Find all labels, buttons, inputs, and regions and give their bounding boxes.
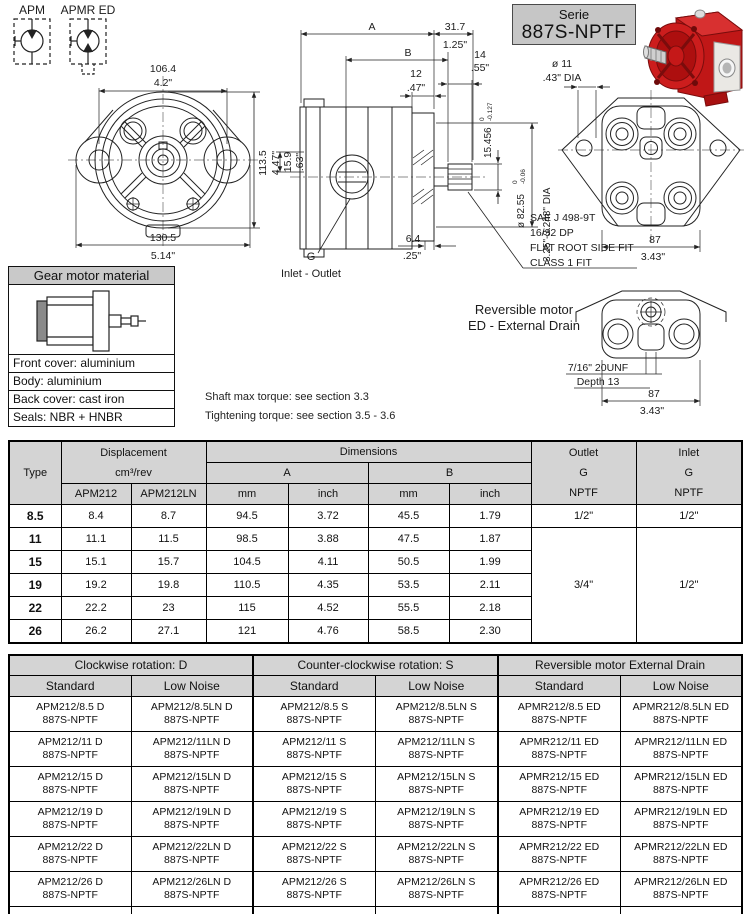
dim-159-mm: 15.9 <box>282 151 294 173</box>
sae-line2: 16/32 DP <box>530 227 574 239</box>
series-suffix: 887S-NPTF <box>286 783 342 796</box>
type-cell: 19 <box>9 574 61 597</box>
inlet-line1: Inlet <box>678 447 700 459</box>
series-suffix: 887S-NPTF <box>408 888 464 901</box>
material-back-cover: Back cover: cast iron <box>9 391 174 409</box>
series-suffix: 887S-NPTF <box>531 888 587 901</box>
inlet-line2: G <box>684 467 694 479</box>
part-cell <box>131 696 253 731</box>
empty-cell <box>620 906 742 914</box>
dim-cell: 8.7 <box>131 505 206 528</box>
series-suffix: 887S-NPTF <box>42 748 98 761</box>
part-number: APM212/11LN D <box>152 735 231 748</box>
sub-header-low-noise: Low Noise <box>375 675 498 696</box>
type-cell: 8.5 <box>9 505 61 528</box>
part-number: APMR212/19 ED <box>519 805 600 818</box>
empty-cell <box>9 906 131 914</box>
outlet-line2: G <box>579 467 588 479</box>
group-clockwise: Clockwise rotation: D <box>9 655 253 675</box>
part-number: APMR212/22 ED <box>519 840 600 853</box>
inlet-outlet-label: Inlet - Outlet <box>281 268 341 280</box>
type-cell: 26 <box>9 620 61 643</box>
apmr-label: APMR ED <box>60 3 116 17</box>
part-number: APM212/15LN S <box>397 770 476 783</box>
series-suffix: 887S-NPTF <box>408 818 464 831</box>
col-header-b-inch: inch <box>449 484 531 505</box>
part-number: APMR212/8.5 ED <box>517 700 601 713</box>
displacement-line2: cm³/rev <box>115 466 152 479</box>
series-suffix: 887S-NPTF <box>42 818 98 831</box>
series-suffix: 887S-NPTF <box>531 783 587 796</box>
part-cell <box>620 801 742 836</box>
part-number: APM212/8.5 S <box>280 700 349 713</box>
part-number: APM212/26 D <box>37 875 103 888</box>
order-row-8.5 <box>9 696 742 731</box>
empty-cell <box>375 906 498 914</box>
part-cell <box>375 696 498 731</box>
side-view-drawing <box>276 30 637 268</box>
series-suffix: 887S-NPTF <box>286 888 342 901</box>
part-number: APM212/26 S <box>281 875 347 888</box>
front-view-drawing <box>68 76 260 248</box>
part-number: APMR212/11 ED <box>519 735 599 748</box>
part-cell <box>620 766 742 801</box>
part-number: APM212/11LN S <box>397 735 475 748</box>
empty-cell <box>498 906 620 914</box>
part-cell <box>253 766 375 801</box>
type-cell: 11 <box>9 528 61 551</box>
col-header-a-mm: mm <box>206 484 288 505</box>
part-number: APM212/19LN S <box>397 805 476 818</box>
part-cell <box>131 836 253 871</box>
series-suffix: 887S-NPTF <box>653 783 709 796</box>
torque-notes <box>205 388 395 426</box>
series-value: 887S-NPTF <box>521 22 627 43</box>
dim-cell: 45.5 <box>368 505 449 528</box>
part-cell <box>498 836 620 871</box>
part-number: APM212/19 S <box>281 805 347 818</box>
part-cell <box>498 731 620 766</box>
series-suffix: 887S-NPTF <box>653 853 709 866</box>
part-number: APM212/8.5 D <box>36 700 105 713</box>
note-tightening-torque: Tightening torque: see section 3.5 - 3.6 <box>205 410 396 422</box>
series-suffix: 887S-NPTF <box>531 713 587 726</box>
displacement-line1: Displacement <box>100 446 167 459</box>
dim-row-8.5 <box>9 505 742 528</box>
dim-cell: 3.88 <box>288 528 368 551</box>
dim-12-in: .47" <box>406 82 426 94</box>
dim-totalwidth-mm: 130.5 <box>149 232 177 244</box>
sub-header-low-noise: Low Noise <box>131 675 253 696</box>
front-view-dims <box>150 63 282 262</box>
part-number: APM212/11 S <box>282 735 347 748</box>
part-cell <box>131 731 253 766</box>
dim-cell: 4.35 <box>288 574 368 597</box>
part-cell <box>131 871 253 906</box>
dim-height-in: 4.47" <box>270 150 282 176</box>
col-header-type: Type <box>9 441 61 505</box>
dim-hole-in: .43" DIA <box>542 72 582 84</box>
dim-pilot-in: 3.25"-3.248" DIA <box>542 187 553 262</box>
part-number: APM212/22 S <box>281 840 347 853</box>
dim-cell: 55.5 <box>368 597 449 620</box>
type-cell: 15 <box>9 551 61 574</box>
part-cell <box>375 836 498 871</box>
series-suffix: 887S-NPTF <box>42 713 98 726</box>
part-number: APMR212/26LN ED <box>634 875 728 888</box>
material-body: Body: aluminium <box>9 373 174 391</box>
reversible-labels <box>468 302 664 417</box>
dim-pilot-group <box>512 169 527 228</box>
part-cell <box>620 731 742 766</box>
sae-line4: CLASS 1 FIT <box>530 257 592 269</box>
dim-hole-mm: ø 11 <box>551 58 573 70</box>
dim-spline-mm: 15.456 <box>483 127 494 158</box>
group-reversible: Reversible motor External Drain <box>498 655 742 675</box>
order-row-19 <box>9 801 742 836</box>
dim-cell: 2.30 <box>449 620 531 643</box>
rev-pitch-in: 3.43" <box>639 405 665 417</box>
dim-b-label: B <box>404 47 412 59</box>
dim-cell: 23 <box>131 597 206 620</box>
dim-cell: 8.4 <box>61 505 131 528</box>
dim-cell: 47.5 <box>368 528 449 551</box>
dim-cell: 115 <box>206 597 288 620</box>
series-suffix: 887S-NPTF <box>408 853 464 866</box>
motor-silhouette-icon <box>9 285 174 355</box>
dim-spline-group <box>479 102 494 158</box>
sub-header-standard: Standard <box>253 675 375 696</box>
material-front-cover: Front cover: aluminium <box>9 355 174 373</box>
dim-pilot-tol-hi: 0 <box>512 180 519 184</box>
order-row-partial <box>9 906 742 914</box>
part-number: APM212/26LN D <box>152 875 232 888</box>
dim-cell: 15.1 <box>61 551 131 574</box>
part-number: APM212/8.5LN D <box>150 700 233 713</box>
series-suffix: 887S-NPTF <box>531 748 587 761</box>
part-number: APMR212/15LN ED <box>634 770 728 783</box>
part-cell <box>9 801 131 836</box>
dim-cell: 27.1 <box>131 620 206 643</box>
dim-cell: 2.18 <box>449 597 531 620</box>
series-suffix: 887S-NPTF <box>42 888 98 901</box>
ordering-table <box>8 654 743 914</box>
note-shaft-torque: Shaft max torque: see section 3.3 <box>205 391 369 403</box>
series-suffix: 887S-NPTF <box>286 748 342 761</box>
series-suffix: 887S-NPTF <box>286 853 342 866</box>
part-cell <box>253 836 375 871</box>
col-header-apm212ln: APM212LN <box>131 484 206 505</box>
order-row-26 <box>9 871 742 906</box>
inlet-size-cell: 1/2" <box>636 505 742 528</box>
dim-cell: 3.72 <box>288 505 368 528</box>
part-cell <box>9 871 131 906</box>
series-label: Serie <box>558 7 590 22</box>
sae-line1: SAE J 498-9T <box>530 212 596 224</box>
series-suffix: 887S-NPTF <box>164 748 220 761</box>
dim-spline-tol-hi: 0 <box>479 117 486 121</box>
series-suffix: 887S-NPTF <box>164 713 220 726</box>
outlet-size-cell: 3/4" <box>531 528 636 643</box>
part-number: APM212/19LN D <box>152 805 232 818</box>
reversible-title-1: Reversible motor <box>474 302 574 317</box>
drain-thread-label: 7/16" 20UNF <box>567 362 629 374</box>
part-number: APM212/15LN D <box>152 770 232 783</box>
series-suffix: 887S-NPTF <box>408 783 464 796</box>
part-number: APM212/15 S <box>281 770 347 783</box>
dim-64-in: .25" <box>402 250 422 262</box>
series-suffix: 887S-NPTF <box>653 748 709 761</box>
part-cell <box>498 696 620 731</box>
part-number: APM212/22LN D <box>152 840 232 853</box>
dim-cell: 19.2 <box>61 574 131 597</box>
series-suffix: 887S-NPTF <box>42 853 98 866</box>
outlet-line3: NPTF <box>569 487 598 499</box>
dimensions-table <box>8 440 743 644</box>
part-cell <box>9 766 131 801</box>
outlet-line1: Outlet <box>568 447 599 459</box>
dim-pilot-tol-lo: -0.06 <box>520 169 527 184</box>
rear-view-drawing <box>558 87 744 252</box>
col-header-apm212: APM212 <box>61 484 131 505</box>
dim-14-in: .55" <box>470 62 490 74</box>
empty-cell <box>253 906 375 914</box>
series-suffix: 887S-NPTF <box>164 853 220 866</box>
group-counter-clockwise: Counter-clockwise rotation: S <box>253 655 498 675</box>
part-cell <box>620 871 742 906</box>
dim-cell: 19.8 <box>131 574 206 597</box>
sub-header-standard: Standard <box>498 675 620 696</box>
material-seals: Seals: NBR + HNBR <box>13 410 123 424</box>
dim-14-mm: 14 <box>474 49 486 61</box>
reversible-title-2: ED - External Drain <box>468 318 580 333</box>
part-cell <box>253 696 375 731</box>
inlet-size-cell: 1/2" <box>636 528 742 643</box>
dim-width-mm: 106.4 <box>149 63 177 75</box>
order-row-11 <box>9 731 742 766</box>
dim-width-in: 4.2" <box>153 77 173 89</box>
apmr-ed-symbol-icon <box>70 19 106 74</box>
part-cell <box>375 766 498 801</box>
dim-12-mm: 12 <box>410 68 422 80</box>
port-g-label: G <box>306 251 316 263</box>
dim-cell: 110.5 <box>206 574 288 597</box>
drain-depth-label: Depth 13 <box>576 376 620 388</box>
series-suffix: 887S-NPTF <box>408 748 464 761</box>
dim-cell: 98.5 <box>206 528 288 551</box>
col-header-outlet <box>531 441 636 505</box>
dim-31-mm: 31.7 <box>444 21 466 33</box>
part-number: APM212/22 D <box>37 840 103 853</box>
col-header-inlet <box>636 441 742 505</box>
dim-spline-tol-lo: -0.127 <box>487 102 494 121</box>
part-cell <box>498 766 620 801</box>
col-header-dimensions: Dimensions <box>206 441 531 463</box>
inlet-line3: NPTF <box>674 487 704 499</box>
part-cell <box>9 836 131 871</box>
part-number: APMR212/15 ED <box>519 770 600 783</box>
series-suffix: 887S-NPTF <box>653 713 709 726</box>
part-cell <box>375 731 498 766</box>
series-header <box>512 4 636 45</box>
dim-cell: 4.11 <box>288 551 368 574</box>
rev-pitch-mm: 87 <box>648 388 660 400</box>
part-number: APM212/8.5LN S <box>395 700 477 713</box>
series-suffix: 887S-NPTF <box>408 713 464 726</box>
col-header-b-mm: mm <box>368 484 449 505</box>
part-number: APM212/15 D <box>37 770 103 783</box>
part-cell <box>131 801 253 836</box>
col-header-dim-a: A <box>206 463 368 484</box>
part-number: APM212/26LN S <box>397 875 476 888</box>
part-cell <box>620 836 742 871</box>
dim-row-11 <box>9 528 742 551</box>
dim-cell: 121 <box>206 620 288 643</box>
dim-cell: 2.11 <box>449 574 531 597</box>
part-cell <box>253 731 375 766</box>
order-row-15 <box>9 766 742 801</box>
part-number: APMR212/26 ED <box>519 875 600 888</box>
dim-cell: 58.5 <box>368 620 449 643</box>
part-cell <box>498 801 620 836</box>
col-header-displacement <box>61 441 206 484</box>
series-suffix: 887S-NPTF <box>164 783 220 796</box>
sae-line3: FLAT ROOT SIDE FIT <box>530 242 634 254</box>
series-suffix: 887S-NPTF <box>531 818 587 831</box>
material-title: Gear motor material <box>9 267 174 285</box>
dim-cell: 1.87 <box>449 528 531 551</box>
part-number: APM212/11 D <box>37 735 103 748</box>
dim-cell: 50.5 <box>368 551 449 574</box>
product-photo <box>644 10 743 106</box>
series-suffix: 887S-NPTF <box>653 888 709 901</box>
series-suffix: 887S-NPTF <box>164 888 220 901</box>
dim-cell: 26.2 <box>61 620 131 643</box>
part-number: APMR212/19LN ED <box>634 805 728 818</box>
col-header-dim-b: B <box>368 463 531 484</box>
apm-label: APM <box>18 3 46 17</box>
dim-cell: 22.2 <box>61 597 131 620</box>
empty-cell <box>131 906 253 914</box>
part-number: APM212/22LN S <box>397 840 476 853</box>
series-suffix: 887S-NPTF <box>164 818 220 831</box>
dim-cell: 11.5 <box>131 528 206 551</box>
series-suffix: 887S-NPTF <box>286 713 342 726</box>
reversible-view-drawing <box>566 291 726 406</box>
dim-159-in: .63" <box>294 152 306 172</box>
dim-pilot-mm: ø 82.55 <box>516 194 527 228</box>
dim-31-in: 1.25" <box>442 39 468 51</box>
sub-header-low-noise: Low Noise <box>620 675 742 696</box>
dim-pitch-mm: 87 <box>649 234 661 246</box>
part-cell <box>498 871 620 906</box>
part-cell <box>9 696 131 731</box>
part-number: APM212/19 D <box>37 805 103 818</box>
col-header-a-inch: inch <box>288 484 368 505</box>
series-suffix: 887S-NPTF <box>653 818 709 831</box>
dim-cell: 1.79 <box>449 505 531 528</box>
outlet-size-cell: 1/2" <box>531 505 636 528</box>
type-cell: 22 <box>9 597 61 620</box>
dim-pitch-in: 3.43" <box>640 251 666 263</box>
material-box <box>8 266 175 427</box>
dim-cell: 4.76 <box>288 620 368 643</box>
dim-cell: 4.52 <box>288 597 368 620</box>
part-cell <box>131 766 253 801</box>
series-suffix: 887S-NPTF <box>531 853 587 866</box>
sub-header-standard: Standard <box>9 675 131 696</box>
dim-a-label: A <box>368 21 376 33</box>
dim-totalwidth-in: 5.14" <box>150 250 176 262</box>
dim-cell: 53.5 <box>368 574 449 597</box>
part-cell <box>620 696 742 731</box>
dim-cell: 1.99 <box>449 551 531 574</box>
part-cell <box>9 731 131 766</box>
part-cell <box>253 801 375 836</box>
part-number: APMR212/11LN ED <box>634 735 728 748</box>
part-cell <box>375 871 498 906</box>
part-number: APMR212/8.5LN ED <box>632 700 729 713</box>
dim-cell: 15.7 <box>131 551 206 574</box>
part-cell <box>375 801 498 836</box>
dim-height-mm: 113.5 <box>257 150 269 176</box>
dim-64-mm: 6.4 <box>405 233 421 245</box>
dim-cell: 104.5 <box>206 551 288 574</box>
apm-symbol-icon <box>14 19 50 64</box>
series-suffix: 887S-NPTF <box>42 783 98 796</box>
part-number: APMR212/22LN ED <box>634 840 728 853</box>
series-suffix: 887S-NPTF <box>286 818 342 831</box>
part-cell <box>253 871 375 906</box>
order-row-22 <box>9 836 742 871</box>
dim-cell: 94.5 <box>206 505 288 528</box>
dim-cell: 11.1 <box>61 528 131 551</box>
